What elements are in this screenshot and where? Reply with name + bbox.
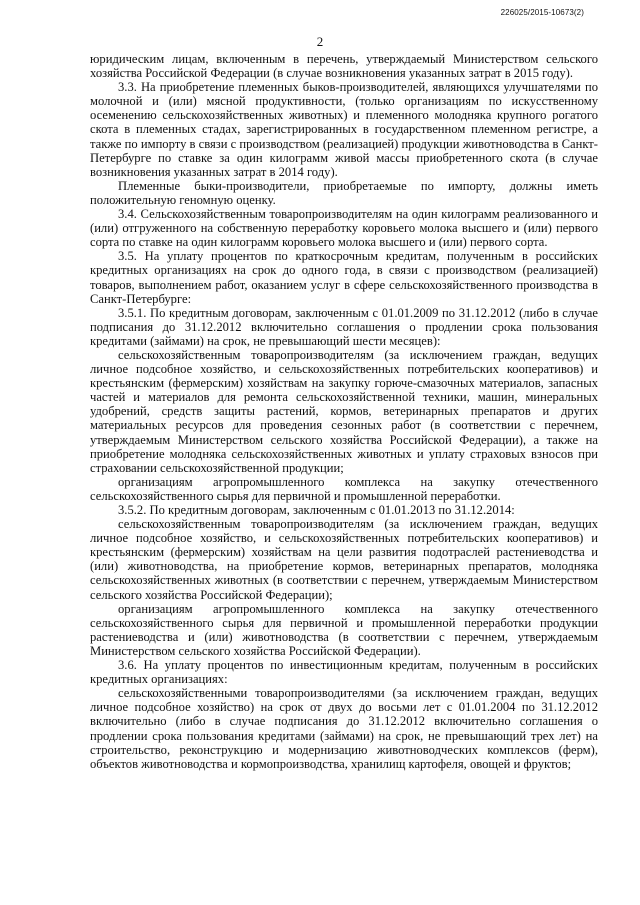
paragraph-3-6-producers: сельскохозяйственными товаропроизводителями (за исключением граждан, ведущих личное подсобное хозяйство) на срок от двух до восьми лет с 01.01.2004 по 31.12.2012 включительно (либо в случае подписания до 31.12.2012 включительно соглашения о продлении срока пользования кредитами (займами) на срок, не превышающий трех лет) на строительство, реконструкцию и модернизацию животноводческих комплексов (ферм), объектов животноводства и кормопроизводства, хранилищ картофеля, овощей и фруктов; [90,686,598,771]
paragraph-3-5-2-producers: сельскохозяйственным товаропроизводителям (за исключением граждан, ведущих личное подсобное хозяйство, и сельскохозяйственных потребительских кооперативов) и крестьянским (фермерским) хозяйствам на цели развития подотраслей растениеводства и (или) животноводства, на приобретение кормов, ветеринарных препаратов, молодняка сельскохозяйственных животных (в соответствии с перечнем, утверждаемым Министерством сельского хозяйства Российской Федерации); [90,517,598,602]
document-id: 226025/2015-10673(2) [500,8,584,17]
paragraph-3-4: 3.4. Сельскохозяйственным товаропроизводителям на один килограмм реализованного и (или) отгруженного на собственную переработку коровьего молока высшего и (или) первого сорта по ставке на один килограмм коровьего молока высшего и (или) первого сорта. [90,207,598,250]
paragraph-1-continuation: юридическим лицам, включенным в перечень, утверждаемый Министерством сельского хозяйства Российской Федерации (в случае возникновения указанных затрат в 2015 году). [90,52,598,81]
paragraph-3-5-1-agro-organizations: организациям агропромышленного комплекса на закупку отечественного сельскохозяйственного сырья для первичной и промышленной переработки. [90,474,598,503]
paragraph-3-5-1: 3.5.1. По кредитным договорам, заключенным с 01.01.2009 по 31.12.2012 (либо в случае подписания до 31.12.2012 включительно соглашения о продлении срока пользования кредитами (займами) на срок, не превышающий шести месяцев): [90,305,598,348]
paragraph-3-5: 3.5. На уплату процентов по краткосрочным кредитам, полученным в российских кредитных организациях на срок до одного года, в связи с производством (реализацией) товаров, выполнением работ, оказанием услуг в сфере сельскохозяйственного производства в Санкт-Петербурге: [90,249,598,306]
paragraph-3-5-2: 3.5.2. По кредитным договорам, заключенным с 01.01.2013 по 31.12.2014: [118,503,515,517]
page-number: 2 [316,34,324,49]
paragraph-3-3: 3.3. На приобретение племенных быков-производителей, являющихся улучшателями по молочной и (или) мясной продуктивности, (только организациям по искусственному осеменению сельскохозяйственных животных) и племенного молодняка крупного рогатого скота в племенных стадах, зарегистрированных в государственном племенном регистре, а также по импорту в связи с производством (реализацией) продукции животноводства в Санкт-Петербурге по ставке за один килограмм живой массы приобретенного скота (в случае возникновения указанных затрат в 2014 году). [90,80,598,179]
paragraph-genomic-note: Племенные быки-производители, приобретаемые по импорту, должны иметь положительную геномную оценку. [90,178,598,207]
document-body [90,52,598,771]
paragraph-3-5-1-producers: сельскохозяйственным товаропроизводителям (за исключением граждан, ведущих личное подсобное хозяйство, и сельскохозяйственных потребительских кооперативов) и крестьянским (фермерским) хозяйствам на закупку горюче-смазочных материалов, запасных частей и материалов для ремонта сельскохозяйственной техники, машин, минеральных удобрений, средств защиты растений, кормов, ветеринарных препаратов и других материальных ресурсов для проведения сезонных работ (в соответствии с перечнем, утверждаемым Министерством сельского хозяйства Российской Федерации), а также на приобретение молодняка сельскохозяйственных животных и уплату страховых взносов при страховании сельскохозяйственной продукции; [90,347,598,475]
paragraph-3-6: 3.6. На уплату процентов по инвестиционным кредитам, полученным в российских кредитных организациях: [90,658,598,687]
paragraph-3-5-2-agro-organizations: организациям агропромышленного комплекса на закупку отечественного сельскохозяйственного сырья для первичной и промышленной переработки продукции растениеводства и (или) животноводства (в соответствии с перечнем, утверждаемым Министерством сельского хозяйства Российской Федерации). [90,601,598,658]
